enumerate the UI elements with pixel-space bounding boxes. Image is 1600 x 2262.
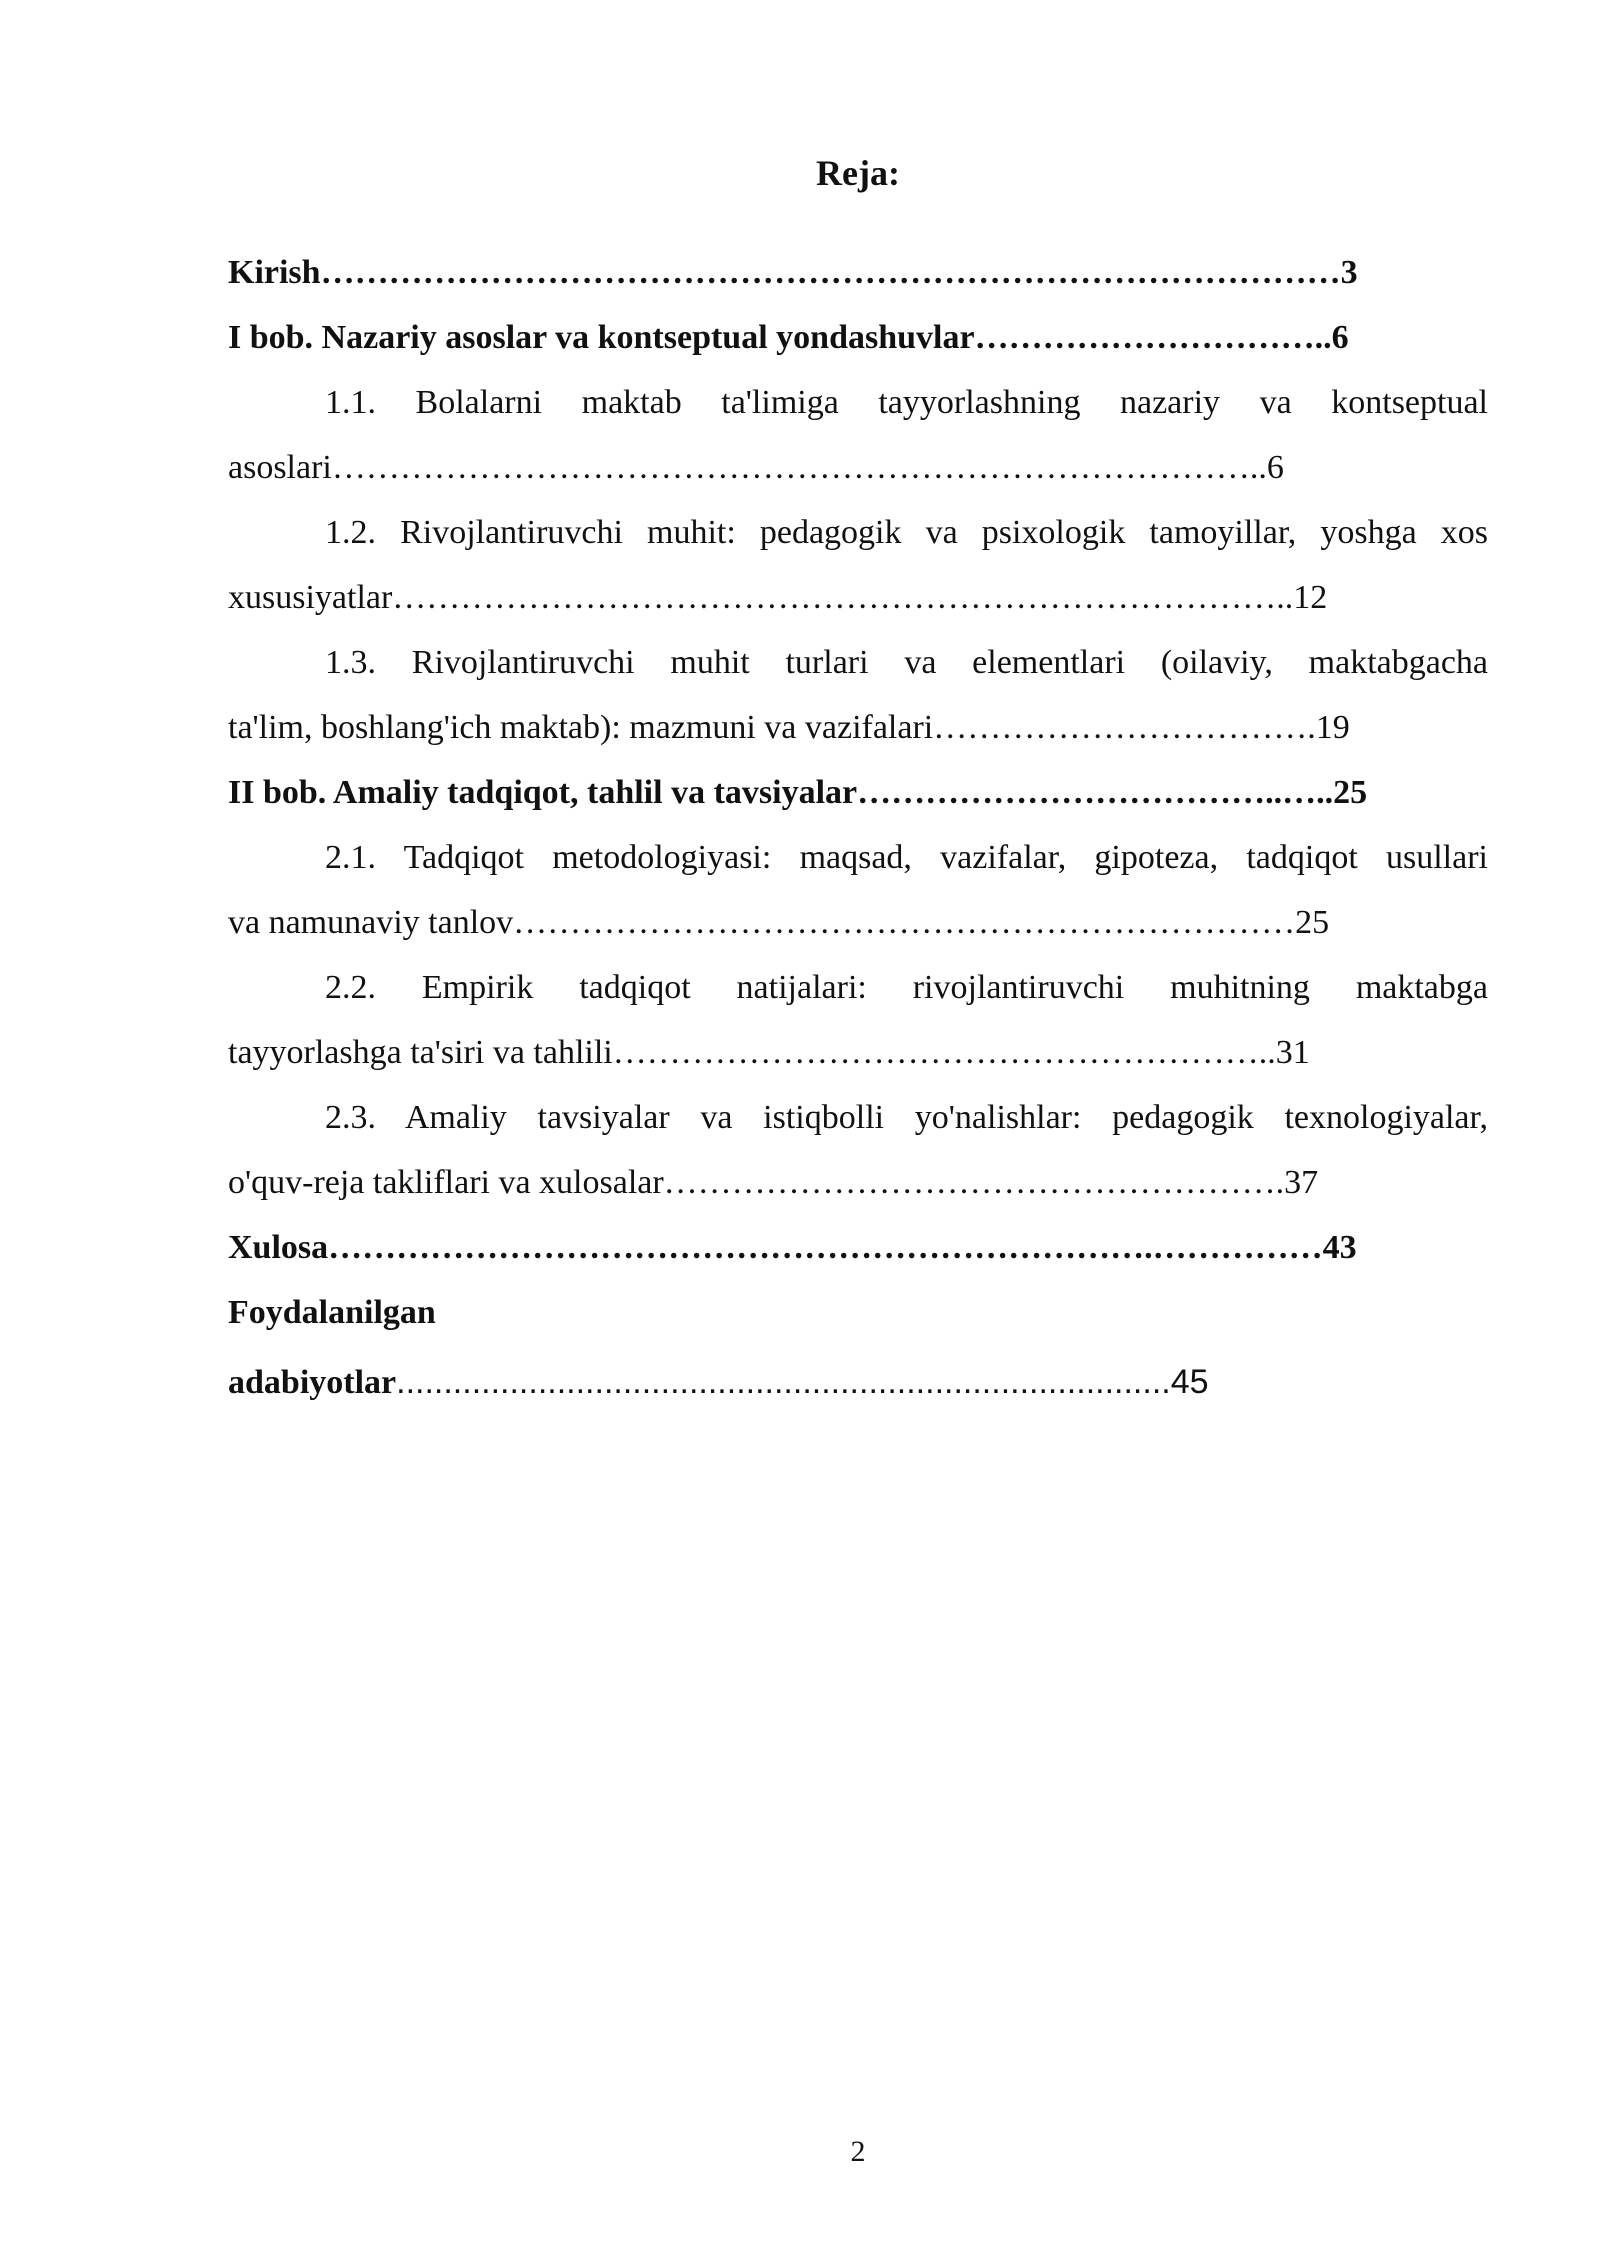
toc-entry-2-2-line2: tayyorlashga ta'siri va tahlili…………………………………………………..31 [228,1034,1310,1071]
toc-entry-references-line1: Foydalanilgan [228,1294,436,1331]
toc-entry-2-3-line1: 2.3. Amaliy tavsiyalar va istiqbolli yo'nalishlar: pedagogik texnologiyalar, [325,1099,1488,1136]
page-number: 2 [850,2135,866,2168]
toc-entry-1-2-line1: 1.2. Rivojlantiruvchi muhit: pedagogik va psixologik tamoyillar, yoshga xos [325,514,1488,551]
toc-entry-1-3-line1: 1.3. Rivojlantiruvchi muhit turlari va elementlari (oilaviy, maktabgacha [325,644,1488,681]
toc-entry-1-3-line2: ta'lim, boshlang'ich maktab): mazmuni va vazifalari…………………………….19 [228,709,1350,746]
page-title: Reja: [816,153,900,193]
toc-entry-chapter-2: II bob. Amaliy tadqiqot, tahlil va tavsiyalar………………………………..…..25 [228,774,1368,811]
toc-entry-kirish: Kirish………………………………………………………………………………3 [228,254,1358,291]
toc-entry-1-1-line1: 1.1. Bolalarni maktab ta'limiga tayyorlashning nazariy va kontseptual [325,384,1488,421]
toc-entry-2-3-line2: o'quv-reja takliflari va xulosalar……………………………………………….37 [228,1164,1319,1201]
toc-entry-2-2-line1: 2.2. Empirik tadqiqot natijalari: rivojlantiruvchi muhitning maktabga [325,969,1488,1006]
toc-entry-references-line2 [228,1345,1488,1420]
toc-entry-2-1-line1: 2.1. Tadqiqot metodologiyasi: maqsad, vazifalar, gipoteza, tadqiqot usullari [325,839,1488,876]
references-label: adabiyotlar [228,1364,397,1401]
toc-entry-1-1-line2: asoslari………………………………………………………………………..6 [228,449,1284,486]
table-of-contents [228,240,1488,1420]
references-page-leader: ..................................................................................45 [396,1363,1209,1401]
toc-entry-xulosa: Xulosa……………………………………………………………….……………43 [228,1229,1357,1266]
toc-entry-2-1-line2: va namunaviy tanlov……………………………………………………………25 [228,904,1330,941]
toc-entry-chapter-1: I bob. Nazariy asoslar va kontseptual yondashuvlar…………………………..6 [228,319,1349,356]
toc-entry-1-2-line2: xususiyatlar……………………………………………………………………..12 [228,579,1328,616]
